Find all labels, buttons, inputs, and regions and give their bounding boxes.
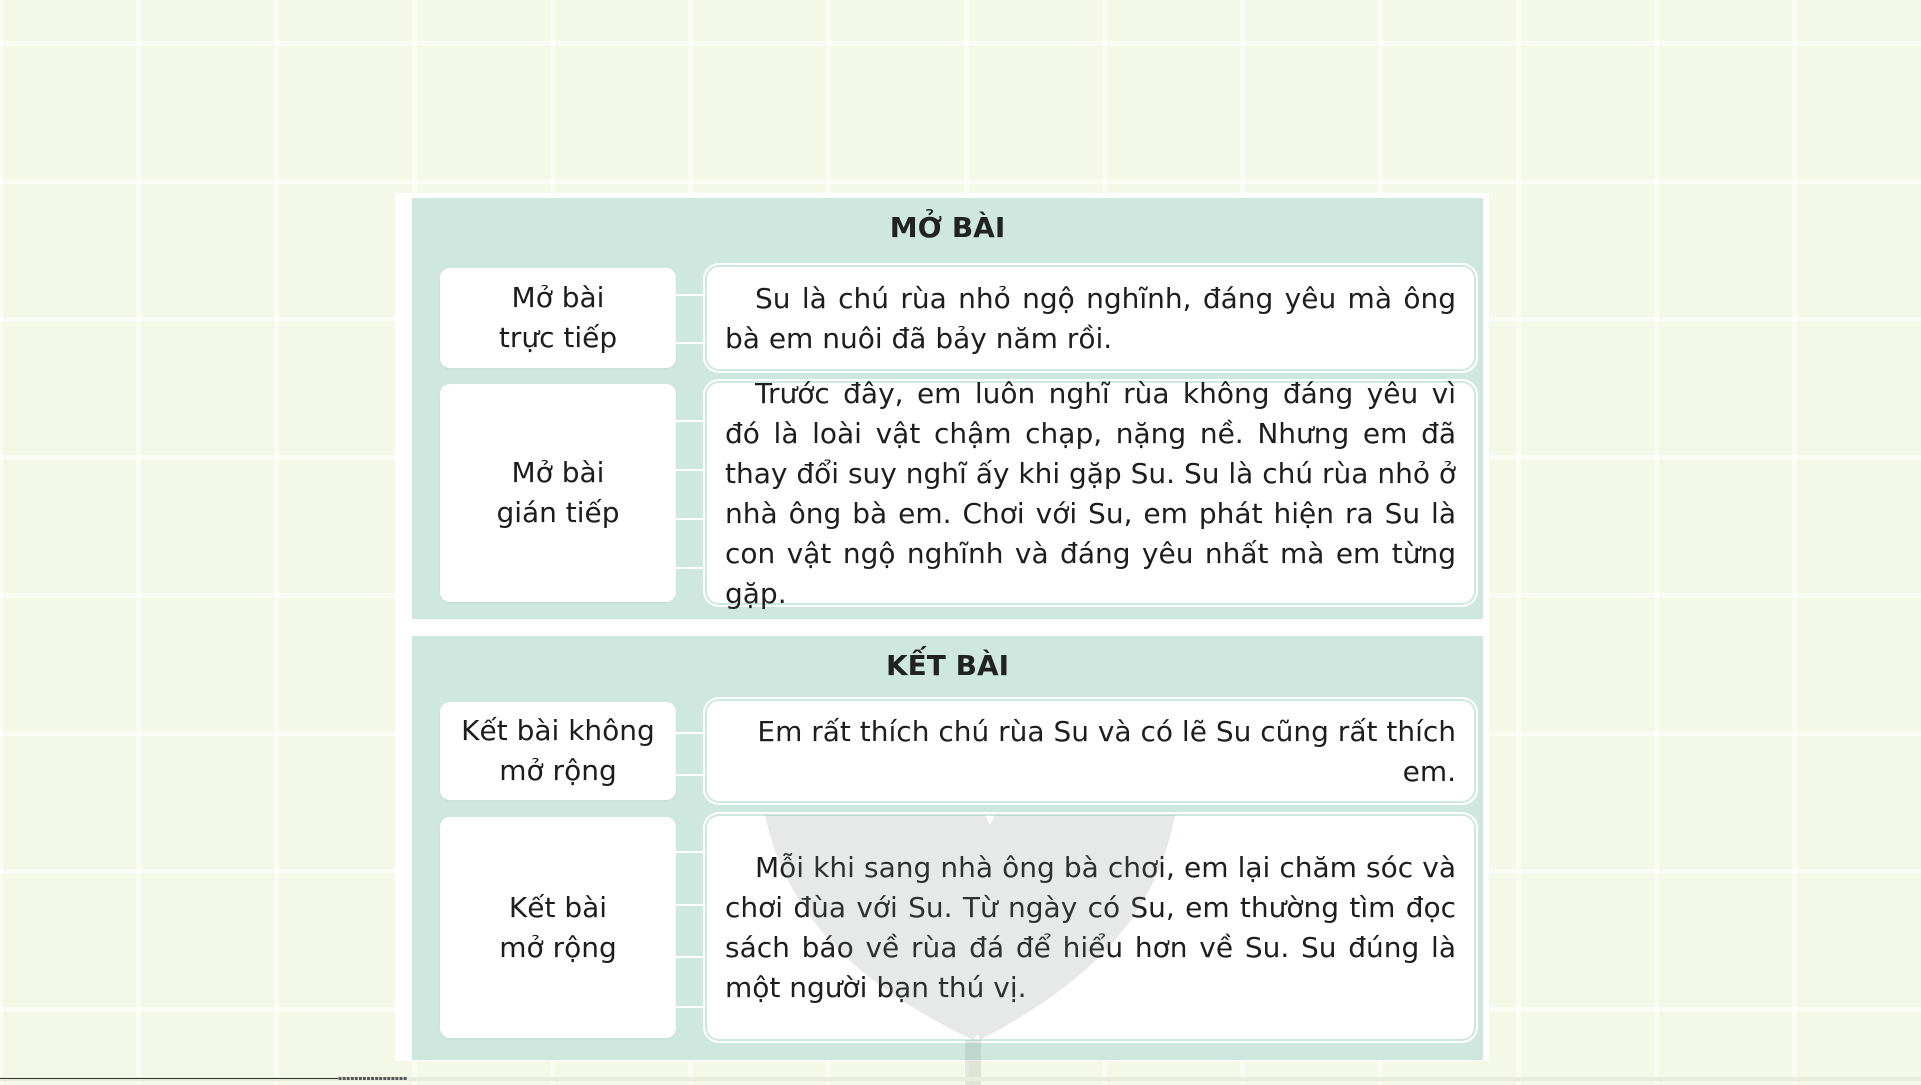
closing-section-title: KẾT BÀI bbox=[885, 649, 1010, 682]
direct-opening-connector-bottom bbox=[676, 342, 707, 344]
direct-opening-connector-top bbox=[676, 294, 707, 296]
expanded-closing-connector-3 bbox=[676, 956, 707, 958]
indirect-opening-connector-2 bbox=[676, 469, 707, 471]
expanded-closing-text: Mỗi khi sang nhà ông bà chơi, em lại chăm sóc và chơi đùa với Su. Từ ngày có Su, em thường tìm đọc sách báo về rùa đá để hiểu hơn về Su. Su đúng là một người bạn thú vị. bbox=[725, 851, 1456, 1004]
bottom-divider bbox=[0, 1078, 338, 1079]
indirect-opening-label: Mở bài gián tiếp bbox=[440, 384, 676, 602]
non-expanded-closing-connector-bottom bbox=[676, 774, 707, 776]
bottom-glyphs: ▪▪▪▪▪▪▪▪▪▪▪▪▪▪▪▪▪ bbox=[338, 1076, 408, 1081]
opening-section-title: MỞ BÀI bbox=[889, 211, 1006, 244]
indirect-opening-connector-3 bbox=[676, 518, 707, 520]
direct-opening-text: Su là chú rùa nhỏ ngộ nghĩnh, đáng yêu mà ông bà em nuôi đã bảy năm rồi. bbox=[725, 281, 1456, 355]
indirect-opening-content-box bbox=[707, 376, 1474, 610]
opening-section bbox=[412, 198, 1483, 619]
writing-outline-card bbox=[395, 193, 1489, 1061]
direct-opening-label: Mở bài trực tiếp bbox=[440, 268, 676, 368]
indirect-opening-text: Trước đây, em luôn nghĩ rùa không đáng yêu vì đó là loài vật chậm chạp, nặng nề. Nhưng em đã thay đổi suy nghĩ ấy khi gặp Su. Su là chú rùa nhỏ ở nhà ông bà em. Chơi với Su, em phát hiện ra Su là con vật ngộ nghĩnh và đáng yêu nhất mà em từng gặp. bbox=[725, 376, 1456, 610]
indirect-opening-connector-1 bbox=[676, 420, 707, 422]
expanded-closing-connector-1 bbox=[676, 851, 707, 853]
expanded-closing-connector-4 bbox=[676, 1006, 707, 1008]
non-expanded-closing-label: Kết bài không mở rộng bbox=[440, 702, 676, 800]
expanded-closing-content-box bbox=[707, 816, 1474, 1039]
expanded-closing-connector-2 bbox=[676, 904, 707, 906]
indirect-opening-connector-4 bbox=[676, 567, 707, 569]
expanded-closing-label: Kết bài mở rộng bbox=[440, 817, 676, 1038]
direct-opening-content-box bbox=[707, 267, 1474, 369]
closing-section bbox=[412, 636, 1483, 1060]
non-expanded-closing-text: Em rất thích chú rùa Su và có lẽ Su cũng rất thích em. bbox=[757, 714, 1456, 788]
non-expanded-closing-connector-top bbox=[676, 732, 707, 734]
non-expanded-closing-content-box bbox=[707, 701, 1474, 801]
